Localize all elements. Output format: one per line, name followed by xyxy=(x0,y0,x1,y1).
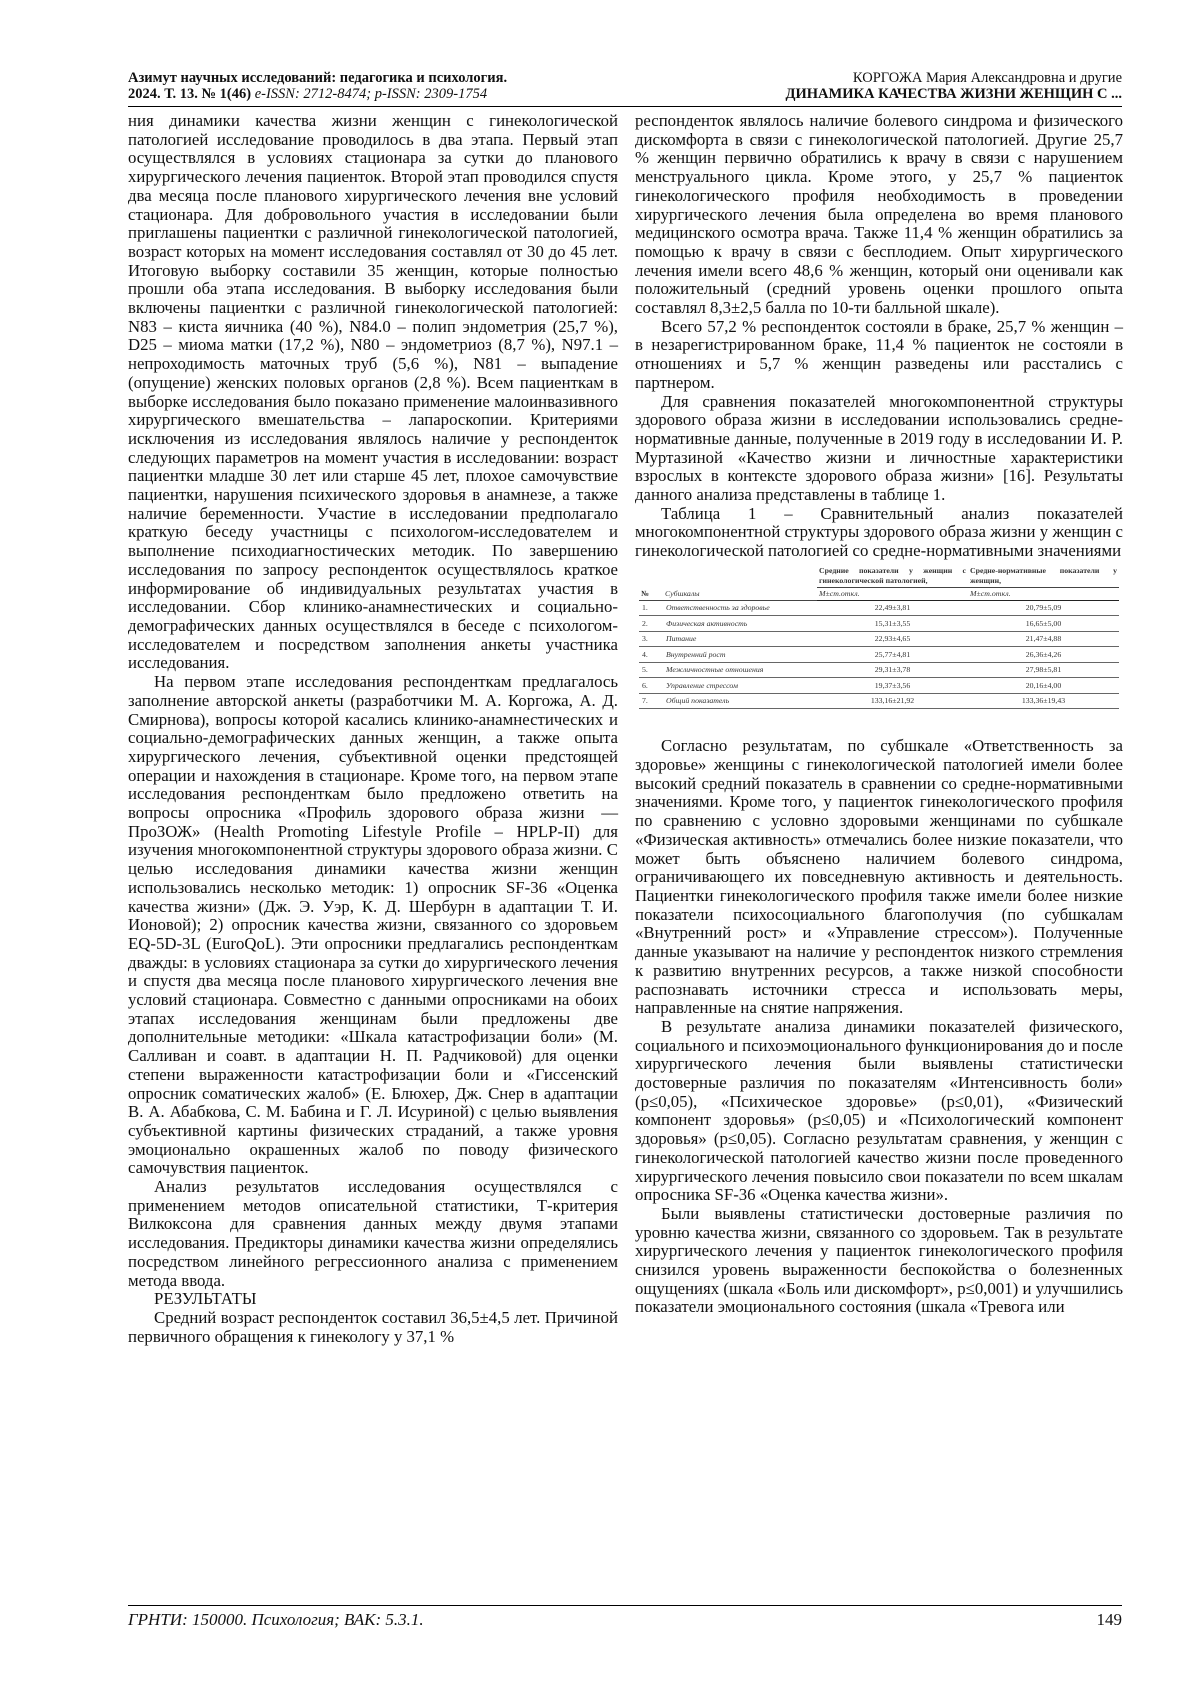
table-cell-scale: Физическая активность xyxy=(663,616,817,632)
page-number: 149 xyxy=(1096,1610,1122,1629)
table-cell-number: 6. xyxy=(639,678,663,694)
page-header xyxy=(128,70,1122,107)
table-cell-scale: Питание xyxy=(663,631,817,647)
table-cell-norm: 133,36±19,43 xyxy=(968,693,1119,709)
table-cell-norm: 21,47±4,88 xyxy=(968,631,1119,647)
table-1 xyxy=(639,565,1119,710)
table-cell-norm: 26,36±4,26 xyxy=(968,647,1119,663)
table-caption: Таблица 1 – Сравнительный анализ показателей многокомпонентной структуры здорового образа жизни у женщин с гинекологической патологией со средне-нормативными значениями xyxy=(635,503,1123,561)
table-cell-scale: Межличностные отношения xyxy=(663,662,817,678)
article-authors: КОРГОЖА Мария Александровна и другие xyxy=(852,70,1122,86)
body-paragraph: Согласно результатам, по субшкале «Ответственность за здоровье» женщины с гинекологической патологией имели более высокий средний показатель в сравнении со средне-нормативными значениями. Кроме того, у пациенток гинекологического профиля по сравнению с условно здоровыми женщинами по субшкале «Физическая активность» отмечались более низкие показатели, что может быть объяснено наличием болевого синдрома, ограничивающего их повседневную активность и деятельность. Пациентки гинекологического профиля также имели более низкие показатели психосоциального благополучия (по субшкалам «Внутренний рост» и «Управление стрессом»). Полученные данные указывают на наличие у респонденток низкого стремления к развитию внутренних ресурсов, а также низкой способности распознавать источники стресса и использовать меры, направленные на снятие напряжения. xyxy=(635,736,1123,1018)
table-cell-scale: Управление стрессом xyxy=(663,678,817,694)
table-row xyxy=(639,631,1119,647)
table-cell-number: 7. xyxy=(639,693,663,709)
journal-volume: 2024. Т. 13. № 1(46) xyxy=(128,86,252,102)
table-cell-scale: Внутренний рост xyxy=(663,647,817,663)
table-spacer xyxy=(635,709,1123,737)
body-paragraph: Для сравнения показателей многокомпонентной структуры здорового образа жизни в исследовании использовались средне-нормативные данные, полученные в 2019 году в исследовании И. Р. Муртазиной «Качество жизни и личностные характеристики взрослых в контексте здорового образа жизни» [16]. Результаты данного анализа представлены в таблице 1. xyxy=(635,391,1123,505)
table-cell-number: 1. xyxy=(639,600,663,616)
table-cell-patients: 22,49±3,81 xyxy=(817,600,968,616)
body-paragraph: ния динамики качества жизни женщин с гинекологической патологией исследование проводилось в два этапа. Первый этап осуществлялся в условиях стационара за сутки до планового хирургического лечения пациенток. Второй этап проводился спустя два месяца после планового хирургического лечения вне условий стационара. Для добровольного участия в исследовании были приглашены пациентки с различной гинекологической патологией, возраст которых на момент исследования составлял от 30 до 45 лет. Итоговую выборку составили 35 женщин, которые полностью прошли оба этапа исследования. В выборку исследования были включены пациентки с различной гинекологической патологией: N83 – киста яичника (40 %), N84.0 – полип эндометрия (25,7 %), D25 – миома матки (17,2 %), N80 – эндометриоз (8,7 %), N97.1 – непроходимость маточных труб (5,6 %), N81 – выпадение (опущение) женских половых органов (2,8 %). Всем пациенткам в выборке исследования было показано применение малоинвазивного хирургического вмешательства – лапароскопии. Критериями исключения из исследования являлось наличие у респонденток следующих параметров на момент участия в исследовании: возраст пациентки младше 30 лет или старше 45 лет, плохое самочувствие пациентки, нарушения психического здоровья в анамнезе, а также наличие беременности. Участие в исследовании предполагало краткую беседу участницы с психологом-исследователем и выполнение психодиагностических методик. По завершению исследования по запросу респонденток осуществлялось краткое информирование об индивидуальных результатах участия в исследовании. Сбор клинико-анамнестических и социально-демографических данных осуществлялся в беседе с психологом-исследователем и посредством заполнения анкеты участника исследования. xyxy=(128,111,618,673)
footer-classification: ГРНТИ: 150000. Психология; ВАК: 5.3.1. xyxy=(128,1610,424,1629)
table-cell-patients: 29,31±3,78 xyxy=(817,662,968,678)
body-paragraph: В результате анализа динамики показателей физического, социального и психоэмоционального функционирования до и после хирургического лечения были выявлены статистически достоверные различия по показателям «Интенсивность боли» (p≤0,05), «Психическое здоровье» (p≤0,01), «Физический компонент здоровья» (p≤0,05) и «Психологический компонент здоровья» (p≤0,05). Согласно результатам сравнения, у женщин с гинекологической патологией качество жизни после проведенного хирургического лечения повысило свои показатели по всем шкалам опросника SF-36 «Оценка качества жизни». xyxy=(635,1016,1123,1205)
table-cell-patients: 19,37±3,56 xyxy=(817,678,968,694)
table-cell-scale: Общий показатель xyxy=(663,693,817,709)
table-cell-norm: 20,16±4,00 xyxy=(968,678,1119,694)
table-col-patients: Средние показатели у женщин с гинекологической патологией, xyxy=(817,565,968,588)
table-row xyxy=(639,693,1119,709)
table-cell-norm: 16,65±5,00 xyxy=(968,616,1119,632)
table-row xyxy=(639,647,1119,663)
header-article-block xyxy=(786,70,1123,102)
left-column xyxy=(128,112,618,1346)
journal-volume-line xyxy=(128,86,507,102)
journal-name: Азимут научных исследований: педагогика и психология. xyxy=(128,70,508,86)
body-paragraph: На первом этапе исследования респонденткам предлагалось заполнение авторской анкеты (разработчики М. А. Коргожа, А. Д. Смирнова), вопросы которой касались клинико-анамнестических и социально-демографических данных женщин, а также опыта хирургического лечения, субъективной оценки предстоящей операции и нахождения в стационаре. Кроме того, на первом этапе исследования респонденткам было предложено ответить на вопросы опросника «Профиль здорового образа жизни — ПроЗОЖ» (Health Promoting Lifestyle Profile – HPLP-II) для изучения многокомпонентной структуры здорового образа жизни. С целью исследования динамики качества жизни женщин использовались несколько методик: 1) опросник SF-36 «Оценка качества жизни» (Дж. Э. Уэр, К. Д. Шербурн в адаптации Т. И. Ионовой); 2) опросник качества жизни, связанного со здоровьем EQ-5D-3L (EuroQoL). Эти опросники предлагались респонденткам дважды: в условиях стационара за сутки до хирургического лечения и спустя два месяца после планового хирургического лечения вне условий стационара. Совместно с данными опросниками на обоих этапах исследования женщинам были предложены две дополнительные методики: «Шкала катастрофизации боли» (М. Салливан и соавт. в адаптации Н. П. Радчиковой) для оценки степени выраженности катастрофизации боли и «Гиссенский опросник соматических жалоб» (Е. Блюхер, Дж. Снер в адаптации В. А. Абабкова, С. М. Бабина и Г. Л. Исуриной) с целью выявления субъективной картины физических страданий, а также уровня эмоционально окрашенных жалоб по поводу физического самочувствия пациенток. xyxy=(128,672,618,1178)
table-cell-number: 4. xyxy=(639,647,663,663)
body-paragraph: респонденток являлось наличие болевого синдрома и физического дискомфорта в связи с гинекологической патологией. Другие 25,7 % женщин первично обратились к врачу в связи с нарушением менструального цикла. Кроме этого, у 25,7 % пациенток гинекологического профиля необходимость в проведении хирургического лечения была определена во время планового медицинского осмотра врача. Также 11,4 % женщин обратились за помощью к врачу в связи с бесплодием. Опыт хирургического лечения имели всего 48,6 % женщин, который они оценивали как положительный (средний уровень оценки прошлого опыта составлял 8,3±2,5 балла по 10-ти балльной шкале). xyxy=(635,111,1123,318)
table-row xyxy=(639,662,1119,678)
table-cell-patients: 133,16±21,92 xyxy=(817,693,968,709)
right-column xyxy=(635,112,1123,1317)
table-cell-number: 2. xyxy=(639,616,663,632)
table-cell-number: 3. xyxy=(639,631,663,647)
table-col-norm: Средне-нормативные показатели у женщин, xyxy=(968,565,1119,588)
table-cell-number: 5. xyxy=(639,662,663,678)
table-cell-scale: Ответственность за здоровье xyxy=(663,600,817,616)
section-heading-results: РЕЗУЛЬТАТЫ xyxy=(154,1289,257,1309)
table-col-norm-sub: M±ст.откл. xyxy=(968,587,1119,600)
body-paragraph: Были выявлены статистически достоверные различия по уровню качества жизни, связанного со здоровьем. Так в результате хирургического лечения у пациенток гинекологического профиля снизился уровень выраженности беспокойства о болезненных ощущениях (шкала «Боль или дискомфорт», p≤0,001) и улучшились показатели эмоционального состояния (шкала «Тревога или xyxy=(635,1203,1123,1317)
table-col-scale: Субшкалы xyxy=(663,565,817,601)
body-paragraph: Всего 57,2 % респонденток состояли в браке, 25,7 % женщин – в незарегистрированном браке, 11,4 % пациенток не состояли в отношениях и 5,7 % женщин разведены или расстались с партнером. xyxy=(635,316,1123,392)
table-col-patients-sub: M±ст.откл. xyxy=(817,587,968,600)
table-cell-norm: 27,98±5,81 xyxy=(968,662,1119,678)
table-header-row xyxy=(639,565,1119,588)
table-cell-patients: 22,93±4,65 xyxy=(817,631,968,647)
table-row xyxy=(639,616,1119,632)
table-row xyxy=(639,600,1119,616)
table-col-number: № xyxy=(639,565,663,601)
journal-issn: e-ISSN: 2712-8474; p-ISSN: 2309-1754 xyxy=(254,86,488,102)
table-cell-patients: 15,31±3,55 xyxy=(817,616,968,632)
page-footer xyxy=(128,1605,1122,1632)
table-row xyxy=(639,678,1119,694)
table-cell-patients: 25,77±4,81 xyxy=(817,647,968,663)
article-running-title: ДИНАМИКА КАЧЕСТВА ЖИЗНИ ЖЕНЩИН С ... xyxy=(785,86,1122,102)
header-journal-block xyxy=(128,70,507,102)
body-paragraph: Средний возраст респонденток составил 36,5±4,5 лет. Причиной первичного обращения к гинекологу у 37,1 % xyxy=(128,1308,618,1346)
table-cell-norm: 20,79±5,09 xyxy=(968,600,1119,616)
body-paragraph: Анализ результатов исследования осуществлялся с применением методов описательной статистики, Т-критерия Вилкоксона для сравнения данных между двумя этапами исследования. Предикторы динамики качества жизни определялись посредством линейного регрессионного анализа с применением метода ввода. xyxy=(128,1177,618,1290)
